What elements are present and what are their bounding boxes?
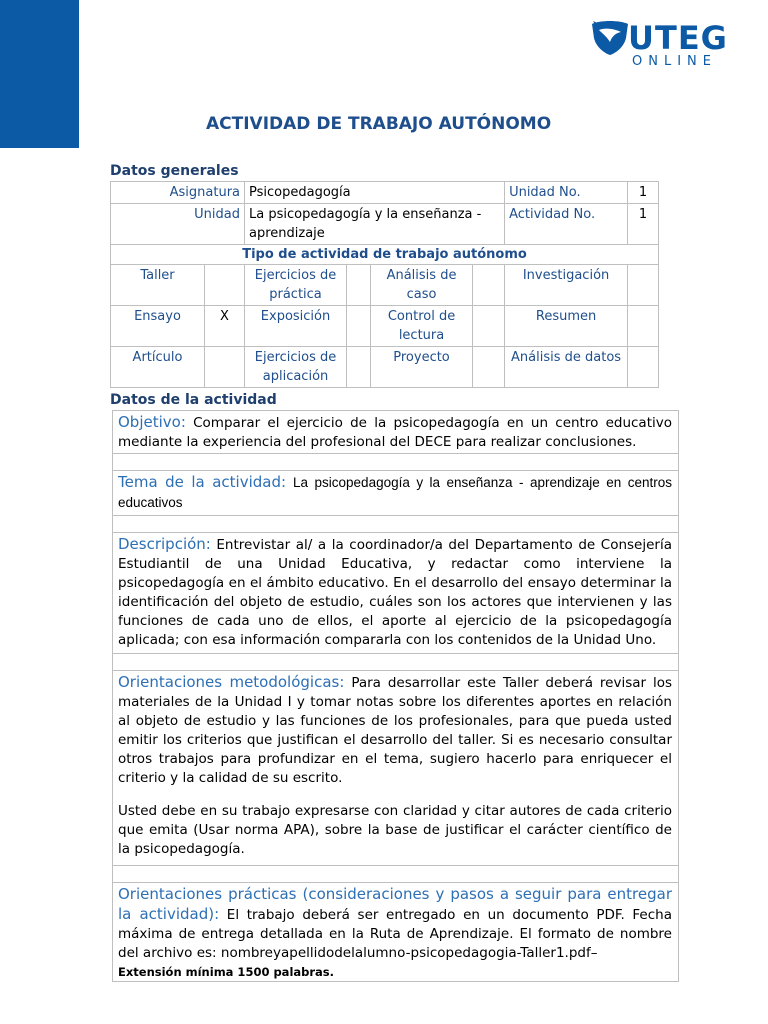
activity-data-heading: Datos de la actividad [110,392,277,408]
document-title: ACTIVIDAD DE TRABAJO AUTÓNOMO [206,114,552,134]
logo-brand-text: UTEG [628,19,728,57]
activity-data-box [112,410,679,982]
orientaciones-metodologicas-label: Orientaciones metodológicas: [118,673,345,691]
spacer-row [113,654,678,671]
general-data-heading: Datos generales [110,163,239,179]
asignatura-label: Asignatura [111,182,245,204]
objetivo-label: Objetivo: [118,413,186,431]
extension-note: Extensión mínima 1500 palabras. [118,965,335,979]
type-mark [205,347,245,388]
unidad-label: Unidad [111,204,245,245]
uteg-logo [590,18,740,74]
actividad-no-label: Actividad No. [505,204,628,245]
orientaciones-practicas-block [113,883,678,981]
type-mark [473,265,505,306]
shield-logo-icon [590,20,630,56]
orientaciones-practicas-label: Orientaciones prácticas (consideraciones y pasos a seguir para entregar la actividad): [118,885,672,923]
tema-block [113,471,678,516]
orientaciones-metodologicas-text-2: Usted debe en su trabajo expresarse con claridad y citar autores de cada criterio que emita (Usar norma APA), sobre la base de justificar el carácter científico de la psicopedagogía. [118,803,672,857]
type-mark [347,265,371,306]
descripcion-label: Descripción: [118,535,211,553]
spacer-row [113,516,678,533]
type-label: Ejercicios de aplicación [245,347,347,388]
asignatura-value: Psicopedagogía [245,182,505,204]
orientaciones-metodologicas-text: Para desarrollar este Taller deberá revisar los materiales de la Unidad I y tomar notas sobre los diferentes aportes en relación al objeto de estudio y las funciones de los profesionales, para que pueda usted emitir los criterios que justifican el desarrollo del taller. Si es necesario consultar otros trabajos para profundizar en el tema, sugiero hacerlo para enriquecer el criterio y la calidad de su escrito. [118,675,672,786]
type-mark [347,306,371,347]
type-mark [473,306,505,347]
actividad-no-value: 1 [628,204,659,245]
orientaciones-practicas-text: El trabajo deberá ser entregado en un documento PDF. Fecha máxima de entrega detallada en la Ruta de Aprendizaje. El formato de nombre del archivo es: nombreyapellidodelalumno-psicopedagogia-Taller1.pdf– [118,907,672,961]
objetivo-block [113,411,678,454]
type-mark [205,265,245,306]
general-data-table [110,181,659,388]
type-label: Análisis de datos [505,347,628,388]
type-label: Artículo [111,347,205,388]
descripcion-block [113,533,678,654]
type-label: Proyecto [371,347,473,388]
unidad-no-value: 1 [628,182,659,204]
unidad-value: La psicopedagogía y la enseñanza - aprendizaje [245,204,505,245]
type-label: Taller [111,265,205,306]
type-label: Investigación [505,265,628,306]
type-label: Ejercicios de práctica [245,265,347,306]
tema-text: La psicopedagogía y la enseñanza - aprendizaje en centros educativos [118,475,673,510]
type-label: Ensayo [111,306,205,347]
spacer-row [113,454,678,471]
type-mark: X [205,306,245,347]
activity-type-heading: Tipo de actividad de trabajo autónomo [111,245,659,265]
type-mark [628,265,659,306]
type-mark [628,347,659,388]
type-mark [628,306,659,347]
type-label: Control de lectura [371,306,473,347]
type-label: Exposición [245,306,347,347]
type-mark [473,347,505,388]
type-mark [347,347,371,388]
corner-accent-bar [0,0,79,148]
spacer-row [113,866,678,883]
type-label: Resumen [505,306,628,347]
orientaciones-metodologicas-block [113,671,678,866]
logo-subtitle-text: ONLINE [632,54,717,69]
unidad-no-label: Unidad No. [505,182,628,204]
objetivo-text: Comparar el ejercicio de la psicopedagogía en un centro educativo mediante la experiencia del profesional del DECE para realizar conclusiones. [118,415,672,450]
type-label: Análisis de caso [371,265,473,306]
tema-label: Tema de la actividad: [118,473,287,491]
descripcion-text: Entrevistar al/ a la coordinador/a del Departamento de Consejería Estudiantil de una Unidad Educativa, y redactar como interviene la psicopedagogía en el ámbito educativo. En el desarrollo del ensayo determinar la identificación del objeto de estudio, cuáles son los actores que intervienen y las funciones de cada uno de ellos, el aporte al ejercicio de la psicopedagogía aplicada; con esa información compararla con los contenidos de la Unidad Uno. [118,537,672,648]
